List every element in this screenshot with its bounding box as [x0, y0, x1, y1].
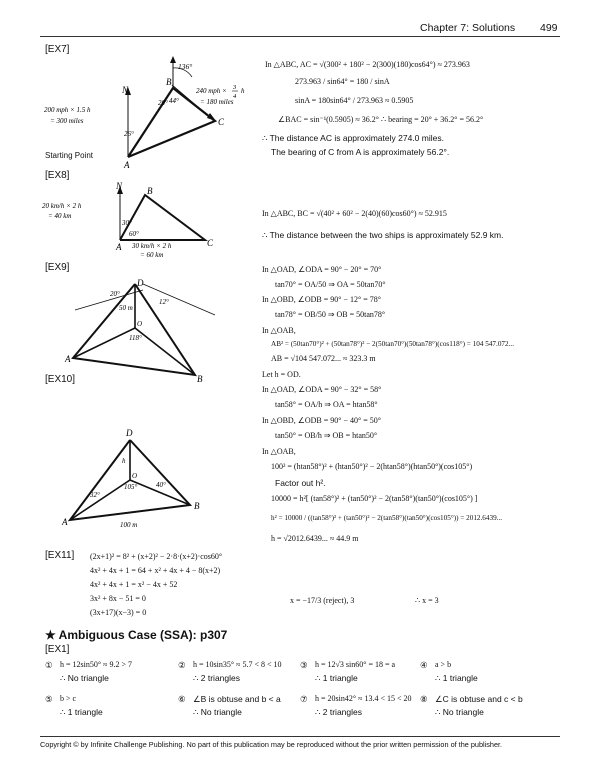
ex8-d1a: 20 km/h × 2 h	[42, 202, 82, 210]
ex10-line-1: Let h = OD.	[262, 370, 301, 379]
ex7-dist1a: 200 mph × 1.5 h	[44, 106, 91, 114]
case-6-num: ⑥	[178, 694, 186, 704]
ex11-answer: ∴ x = 3	[415, 596, 439, 605]
ex9-label: [EX9]	[45, 262, 70, 273]
ex9-line-1: In △OAD, ∠ODA = 90° − 20° = 70°	[262, 265, 382, 274]
case-5-res: ∴ 1 triangle	[60, 707, 103, 717]
ex10-d-label: D	[126, 428, 133, 438]
ex7-dist2b: = 180 miles	[200, 98, 234, 106]
ex11-label: [EX11]	[45, 550, 75, 561]
ex8-a-label: A	[116, 242, 122, 252]
ex10-figure	[60, 425, 220, 530]
case-5-eq: b > c	[60, 694, 77, 703]
ex11-line-5: (3x+17)(x−3) = 0	[90, 608, 147, 617]
case-2-eq: h = 10sin35° ≈ 5.7 < 8 < 10	[193, 660, 282, 669]
ex8-line: In △ABC, BC = √(40² + 60² − 2(40)(60)cos60°) ≈ 52.915	[262, 209, 447, 218]
ex9-h50: 50 m	[119, 304, 133, 312]
ex10-line-10: h² = 10000 / ((tan58°)² + (tan50°)² − 2(tan58°)(tan50°)(cos105°)) = 2012.6439...	[271, 514, 503, 522]
ex10-label: [EX10]	[45, 374, 76, 385]
case-4-res: ∴ 1 triangle	[435, 673, 478, 683]
ex9-figure	[55, 270, 245, 382]
ex9-o-label: O	[137, 320, 143, 328]
case-1-eq: h = 12sin50° ≈ 9.2 > 7	[60, 660, 132, 669]
case-8-eq: ∠C is obtuse and c < b	[435, 694, 523, 704]
ex7-dist2a: 240 mph ×	[196, 87, 227, 95]
ex7-conclusion-1: ∴ The distance AC is approximately 274.0 miles.	[262, 133, 444, 143]
ex9-b-label: B	[197, 374, 203, 382]
ex10-line-11: h = √2012.6439... ≈ 44.9 m	[271, 534, 359, 543]
ex11-roots: x = −17/3 (reject), 3	[290, 596, 355, 605]
case-7-res: ∴ 2 triangles	[315, 707, 362, 717]
ex9-a-label: A	[65, 354, 71, 364]
ex10-line-7: 100² = (htan58°)² + (htan50°)² − 2(htan58°)(htan50°)(cos105°)	[271, 462, 473, 471]
ex8-figure	[40, 180, 230, 258]
ex8-conclusion: ∴ The distance between the two ships is approximately 52.9 km.	[262, 230, 504, 240]
ex7-line-2: 273.963 / sin64° = 180 / sinA	[295, 77, 390, 86]
ex10-line-9: 10000 = h²[ (tan58°)² + (tan50°)² − 2(tan58°)(tan50°)(cos105°) ]	[271, 494, 478, 503]
case-6-eq: ∠B is obtuse and b < a	[193, 694, 281, 704]
ex7-conclusion-2: The bearing of C from A is approximately 56.2°.	[271, 147, 450, 157]
ex9-d-label: D	[137, 278, 144, 288]
ex7-line-4: ∠BAC = sin⁻¹(0.5905) ≈ 36.2° ∴ bearing = 20° + 36.2° = 56.2°	[278, 115, 484, 124]
ex10-a-label: A	[62, 517, 68, 527]
ex10-line-4: In △OBD, ∠ODB = 90° − 40° = 50°	[262, 416, 381, 425]
ex7-frac-h: h	[241, 87, 245, 95]
page-number: 499	[540, 22, 558, 34]
case-3-num: ③	[300, 660, 308, 670]
ex10-line-5: tan50° = OB/h ⇒ OB = htan50°	[275, 431, 378, 440]
ex7-line-1: In △ABC, AC = √(300² + 180² − 2(300)(180)cos64°) ≈ 273.963	[265, 60, 470, 69]
case-8-num: ⑧	[420, 694, 428, 704]
ex7-frac-den: 4	[233, 93, 237, 100]
ex10-base: 100 m	[120, 521, 138, 529]
case-7-num: ⑦	[300, 694, 308, 704]
ex10-h-label: h	[122, 457, 126, 465]
case-4-eq: a > b	[435, 660, 452, 669]
ex10-a40: 40°	[156, 481, 166, 489]
ex8-d2a: 30 km/h × 2 h	[132, 242, 172, 250]
ex10-b-label: B	[194, 501, 200, 511]
ex11-line-4: 3x² + 8x − 51 = 0	[90, 594, 146, 603]
ex7-n-label: N	[122, 85, 129, 95]
case-2-num: ②	[178, 660, 186, 670]
ex11-line-3: 4x² + 4x + 1 = x² − 4x + 52	[90, 580, 178, 589]
ex8-a60: 60°	[129, 230, 139, 238]
ex7-ang26: 26°	[124, 130, 134, 138]
ex10-line-2: In △OAD, ∠ODA = 90° − 32° = 58°	[262, 385, 382, 394]
case-5-num: ⑤	[45, 694, 53, 704]
case-3-eq: h = 12√3 sin60° = 18 = a	[315, 660, 396, 669]
case-8-res: ∴ No triangle	[435, 707, 484, 717]
ex10-line-3: tan58° = OA/h ⇒ OA = htan58°	[275, 400, 378, 409]
ex7-frac-num: 3	[233, 84, 237, 91]
ex9-line-5: In △OAB,	[262, 326, 296, 335]
ex9-a12: 12°	[159, 298, 169, 306]
ex9-a20: 20°	[110, 290, 120, 298]
ex11-line-2: 4x² + 4x + 1 = 64 + x² + 4x + 4 − 8(x+2)	[90, 566, 221, 575]
ex7-line-3: sinA = 180sin64° / 273.963 ≈ 0.5905	[295, 96, 414, 105]
ex10-o-label: O	[132, 472, 138, 480]
ex7-c-label: C	[218, 117, 225, 127]
copyright-footer: Copyright © by Infinite Challenge Publishing. No part of this publication may be reproduced without the prior written permission of the publisher.	[40, 740, 503, 749]
chapter-title: Chapter 7: Solutions	[420, 22, 516, 34]
ex9-line-2: tan70° = OA/50 ⇒ OA = 50tan70°	[275, 280, 386, 289]
case-3-res: ∴ 1 triangle	[315, 673, 358, 683]
ex7-label: [EX7]	[45, 44, 70, 55]
ex10-line-8: Factor out h².	[275, 478, 326, 488]
ex11-line-1: (2x+1)² = 8² + (x+2)² − 2·8·(x+2)·cos60°	[90, 552, 223, 561]
ex7-a-label: A	[124, 160, 130, 170]
footer-rule	[40, 736, 560, 737]
section-title: ★ Ambiguous Case (SSA): p307	[45, 628, 228, 642]
ex8-label: [EX8]	[45, 170, 70, 181]
ex9-line-7: AB = √104 547.072... ≈ 323.3 m	[271, 354, 376, 363]
ex8-d2b: = 60 km	[140, 251, 164, 258]
ex9-line-3: In △OBD, ∠ODB = 90° − 12° = 78°	[262, 295, 381, 304]
ex8-b-label: B	[147, 186, 153, 196]
case-4-num: ④	[420, 660, 428, 670]
ex7-ang136: 136°	[178, 62, 193, 71]
ex7-ang20: 20°	[158, 99, 168, 107]
case-1-num: ①	[45, 660, 53, 670]
ex9-line-6: AB² = (50tan70°)² + (50tan78°)² − 2(50tan70°)(50tan78°)(cos118°) = 104 547.072...	[271, 340, 514, 348]
ex10-a32: 32°	[90, 491, 100, 499]
ex9-line-4: tan78° = OB/50 ⇒ OB = 50tan78°	[275, 310, 386, 319]
ex8-d1b: = 40 km	[48, 212, 72, 220]
case-7-eq: h = 20sin42° ≈ 13.4 < 15 < 20	[315, 694, 412, 703]
ex7-ang44: 44°	[169, 97, 179, 105]
ex8-a30: 30°	[122, 219, 132, 227]
case-6-res: ∴ No triangle	[193, 707, 242, 717]
ex9-a118: 118°	[129, 334, 142, 342]
header-rule	[40, 36, 560, 37]
ex10-a105: 105°	[124, 483, 138, 491]
ex7-b-label: B	[166, 77, 172, 87]
ex1-label: [EX1]	[45, 644, 70, 655]
ex8-c-label: C	[207, 238, 214, 248]
ex7-dist1b: = 300 miles	[50, 117, 84, 125]
ex7-start-label: Starting Point	[45, 151, 94, 160]
ex8-n-label: N	[116, 181, 123, 191]
ex10-line-6: In △OAB,	[262, 447, 296, 456]
case-2-res: ∴ 2 triangles	[193, 673, 240, 683]
case-1-res: ∴ No triangle	[60, 673, 109, 683]
